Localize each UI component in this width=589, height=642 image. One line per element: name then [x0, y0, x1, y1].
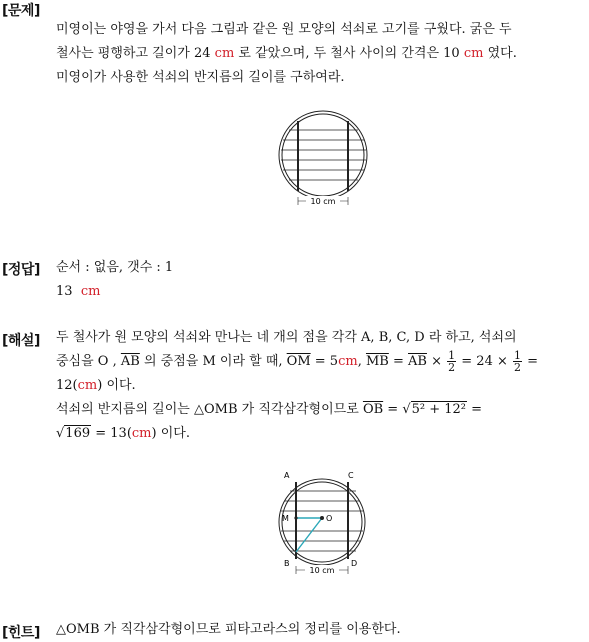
unit-cm: cm [463, 46, 484, 61]
segment-ob [296, 518, 322, 552]
answer-meta: 순서 : 없음, 갯수 : 1 [56, 260, 174, 275]
grill-figure-1 [270, 105, 380, 215]
point-c-label: C [348, 471, 354, 480]
answer-value-line [56, 280, 586, 304]
answer-unit: cm [80, 284, 101, 299]
point-a-label: A [284, 471, 290, 480]
point-b-label: B [284, 559, 290, 568]
point-m-label: M [282, 514, 289, 523]
grill-figure-2 [274, 466, 374, 578]
fraction-half: $\frac{1}{2}$ [514, 349, 521, 374]
figure-distance-label: 10 cm [309, 566, 335, 575]
solution-line-2: 중심을 O , $\overline{AB}$ 의 중점을 M 이라 할 때, $\overline{OM} = 5cm$, $\overline{MB} = \overline{AB}$ × $\frac{1}{2}$ = 24 × $\frac{1}{2}$ = [56, 349, 539, 374]
solution-text [56, 326, 586, 446]
problem-line-1: 미영이는 야영을 가서 다음 그림과 같은 원 모양의 석쇠로 고기를 구웠다. 굵은 두 [56, 22, 512, 37]
point-o-label: O [326, 514, 333, 523]
fraction-half: $\frac{1}{2}$ [448, 349, 456, 374]
solution-line-3: 12(cm) 이다. [56, 378, 136, 393]
unit-cm: cm [214, 46, 235, 61]
answer-block [56, 256, 586, 304]
point-d-label: D [351, 559, 358, 568]
problem-text [56, 18, 586, 90]
sqrt-expression: 5² + 12² [411, 402, 467, 417]
hint-label: [힌트] [2, 625, 40, 641]
solution-line-1: 두 철사가 원 모양의 석쇠와 만나는 네 개의 점을 각각 A, B, C, D 라 하고, 석쇠의 [56, 330, 517, 345]
solution-label: [해설] [2, 333, 40, 349]
solution-line-4: 석쇠의 반지름의 길이는 △OMB 가 직각삼각형이므로 $\overline{OB} = √5^2 + 12^2$ = [56, 402, 483, 417]
center-point [320, 516, 324, 520]
answer-label: [정답] [2, 262, 40, 278]
solution-line-5: √169 = 13(cm) 이다. [56, 426, 190, 441]
figure-distance-label: 10 cm [310, 197, 336, 206]
problem-line-3: 미영이가 사용한 석쇠의 반지름의 길이를 구하여라. [56, 70, 345, 85]
problem-line-2: 철사는 평행하고 길이가 24 cm 로 같았으며, 두 철사 사이의 간격은 10 cm 였다. [56, 46, 517, 61]
hint-text: △OMB 가 직각삼각형이므로 피타고라스의 정리를 이용한다. [56, 622, 401, 637]
problem-label: [문제] [2, 3, 40, 19]
answer-value: 13 [56, 284, 73, 299]
